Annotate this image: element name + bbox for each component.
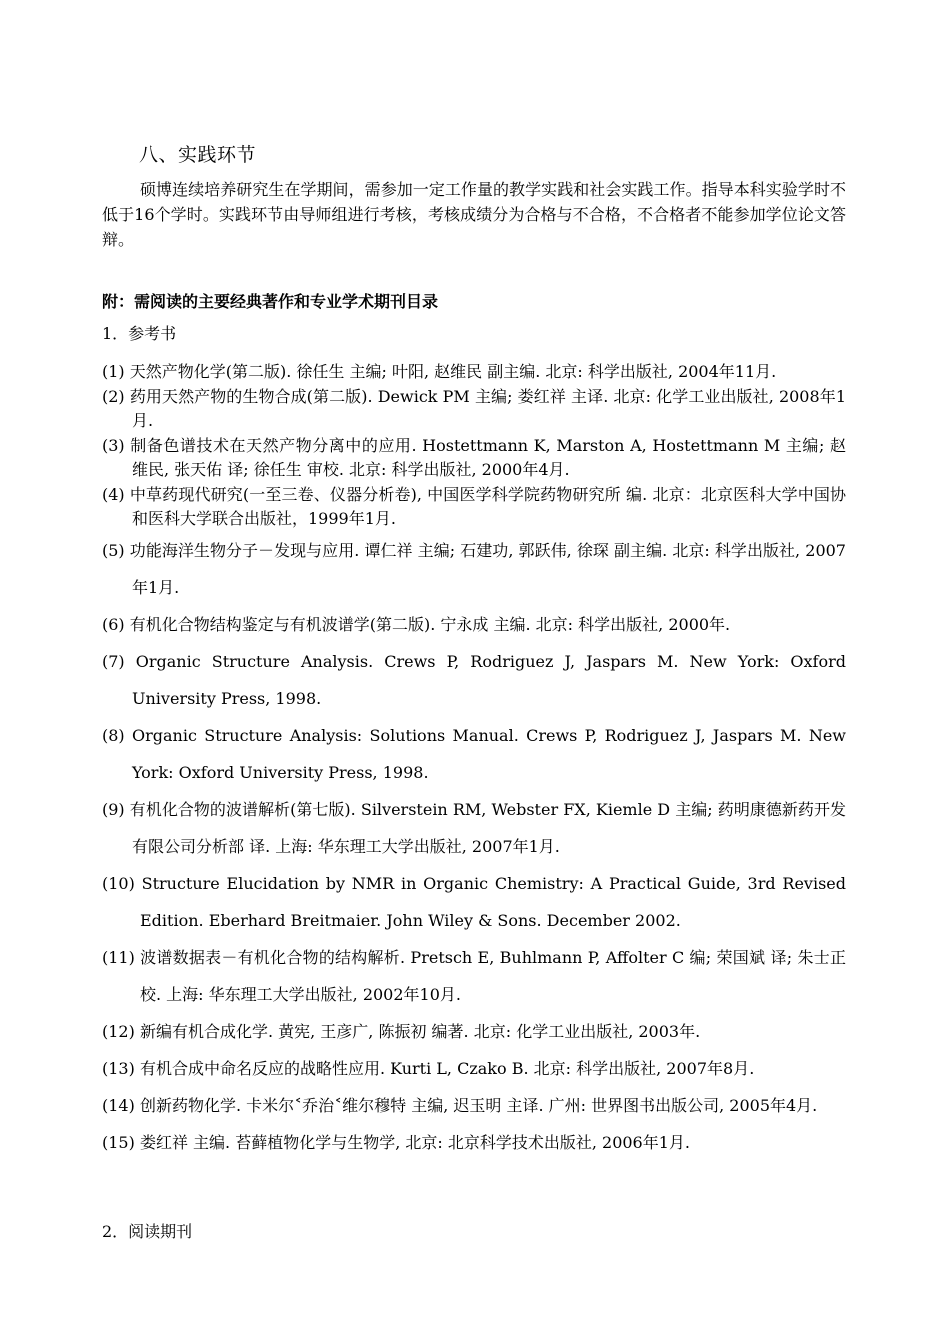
section-heading: 八、实践环节 (139, 144, 257, 166)
reference-item: (7) Organic Structure Analysis. Crews P, Rodriguez J, Jaspars M. New York: Oxford University Press, 1998. (102, 651, 846, 708)
reference-item: (6) 有机化合物结构鉴定与有机波谱学(第二版). 宁永成 主编. 北京: 科学出版社, 2000年. (102, 614, 731, 634)
reference-item: (1) 天然产物化学(第二版). 徐任生 主编; 叶阳, 赵维民 副主编. 北京: 科学出版社, 2004年11月. (102, 362, 777, 381)
reference-item: (2) 药用天然产物的生物合成(第二版). Dewick PM 主编; 娄红祥 主译. 北京: 化学工业出版社, 2008年1月. (102, 386, 846, 430)
reference-list (102, 360, 846, 1161)
reference-item: (9) 有机化合物的波谱解析(第七版). Silverstein RM, Webster FX, Kiemle D 主编; 药明康德新药开发有限公司分析部 译. 上海: 华东理工大学出版社, 2007年1月. (102, 799, 846, 856)
reference-item: (12) 新编有机合成化学. 黄宪, 王彦广, 陈振初 编著. 北京: 化学工业出版社, 2003年. (102, 1021, 701, 1041)
reference-item: (10) Structure Elucidation by NMR in Organic Chemistry: A Practical Guide, 3rd Revised Edition. Eberhard Breitmaier. John Wiley & Sons. December 2002. (102, 873, 846, 930)
reference-item: (3) 制备色谱技术在天然产物分离中的应用. Hostettmann K, Marston A, Hostettmann M 主编; 赵维民, 张天佑 译; 徐任生 审校. 北京: 科学出版社, 2000年4月. (102, 435, 846, 479)
journals-heading: 2．阅读期刊 (102, 1222, 193, 1241)
reference-item: (14) 创新药物化学. 卡米尔˂乔治˂维尔穆特 主编, 迟玉明 主译. 广州: 世界图书出版公司, 2005年4月. (102, 1095, 818, 1115)
practice-paragraph: 硕博连续培养研究生在学期间，需参加一定工作量的教学实践和社会实践工作。指导本科实验学时不低于16个学时。实践环节由导师组进行考核，考核成绩分为合格与不合格，不合格者不能参加学位论文答辩。 (102, 180, 846, 249)
reference-item: (11) 波谱数据表－有机化合物的结构解析. Pretsch E, Buhlmann P, Affolter C 编; 荣国斌 译; 朱士正 校. 上海: 华东理工大学出版社, 2002年10月. (102, 947, 846, 1004)
reference-item: (13) 有机合成中命名反应的战略性应用. Kurti L, Czako B. 北京: 科学出版社, 2007年8月. (102, 1058, 755, 1078)
books-heading: 1．参考书 (102, 324, 177, 343)
reference-item: (5) 功能海洋生物分子－发现与应用. 谭仁祥 主编; 石建功, 郭跃伟, 徐琛 副主编. 北京: 科学出版社, 2007年1月. (102, 540, 846, 597)
reference-item: (4) 中草药现代研究(一至三卷、仪器分析卷), 中国医学科学院药物研究所 编. 北京：北京医科大学中国协和医科大学联合出版社，1999年1月. (102, 484, 846, 528)
reference-item: (8) Organic Structure Analysis: Solutions Manual. Crews P, Rodriguez J, Jaspars M. New York: Oxford University Press, 1998. (102, 725, 846, 782)
appendix-title: 附：需阅读的主要经典著作和专业学术期刊目录 (102, 292, 439, 311)
reference-item: (15) 娄红祥 主编. 苔藓植物化学与生物学, 北京: 北京科学技术出版社, 2006年1月. (102, 1132, 691, 1152)
